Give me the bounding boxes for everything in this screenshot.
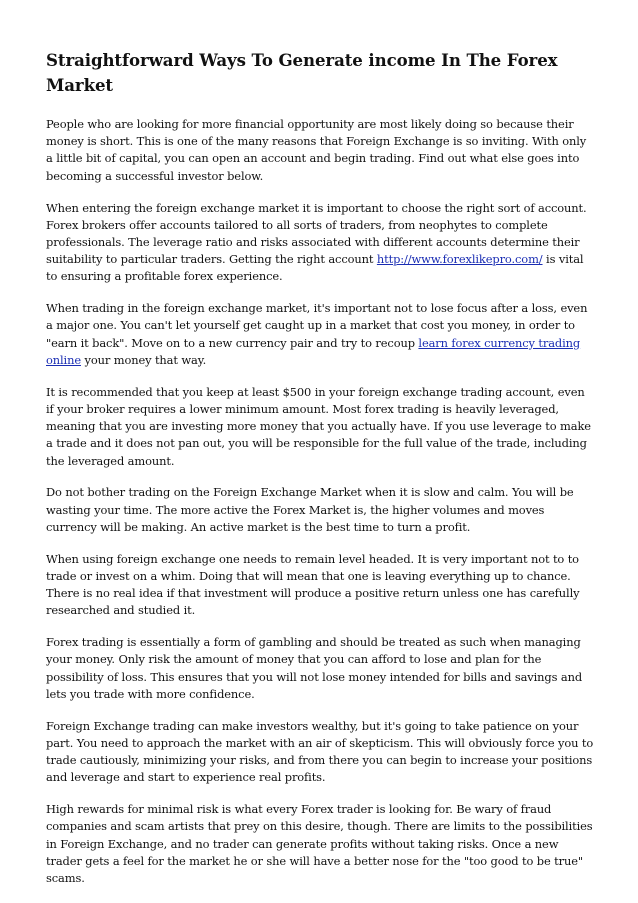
- paragraph-text: Do not bother trading on the Foreign Exchange Market when it is slow and calm. You will be wasting your time. The more active the Forex Market is, the higher volumes and moves currency will be making. An active market is the best time to turn a profit.: [46, 485, 574, 534]
- paragraph-text: When trading in the foreign exchange market, it's important not to lose focus after a loss, even a major one. You can't let yourself get caught up in a market that cost you money, in order to "earn it back". Move on to a new currency pair and try to recoup: [46, 301, 588, 350]
- paragraph: [46, 200, 594, 286]
- paragraph-text: your money that way.: [80, 352, 207, 367]
- paragraph-text: High rewards for minimal risk is what every Forex trader is looking for. Be wary of fraud companies and scam artists that prey on this desire, though. There are limits to the possibilities in Foreign Exchange, and no trader can generate profits without taking risks. Once a new trader gets a feel for the market he or she will have a better nose for the "too good to be true" scams.: [46, 802, 593, 886]
- paragraph: [46, 384, 594, 470]
- paragraph: [46, 801, 594, 887]
- paragraph: [46, 551, 594, 620]
- paragraph-text: is vital to ensuring a profitable forex experience.: [46, 252, 584, 284]
- document-body: [46, 116, 594, 887]
- paragraph: [46, 300, 594, 369]
- paragraph-text: Forex trading is essentially a form of gambling and should be treated as such when managing your money. Only risk the amount of money that you can afford to lose and plan for the possibility of loss. This ensures that you will not lose money intended for bills and savings and lets you trade with more confidence.: [46, 635, 583, 701]
- paragraph-text: People who are looking for more financial opportunity are most likely doing so because their money is short. This is one of the many reasons that Foreign Exchange is so inviting. With only a little bit of capital, you can open an account and begin trading. Find out what else goes into becoming a successful investor below.: [46, 117, 587, 183]
- inline-link[interactable]: learn forex currency trading online: [46, 335, 581, 367]
- page-title: Straightforward Ways To Generate income In The Forex Market: [46, 50, 558, 95]
- paragraph: [46, 116, 594, 185]
- paragraph-text: When using foreign exchange one needs to remain level headed. It is very important not to to trade or invest on a whim. Doing that will mean that one is leaving everything up to chance. There is no real idea if that investment will produce a positive return unless one has carefully researched and studied it.: [46, 551, 580, 618]
- paragraph-text: It is recommended that you keep at least $500 in your foreign exchange trading account, even if your broker requires a lower minimum amount. Most forex trading is heavily leveraged, meaning that you are investing more money that you actually have. If you use leverage to make a trade and it does not pan out, you will be responsible for the full value of the trade, including the leveraged amount.: [46, 384, 591, 468]
- document-page: [46, 48, 594, 902]
- paragraph-text: Foreign Exchange trading can make investors wealthy, but it's going to take patience on your part. You need to approach the market with an air of skepticism. This will obviously force you to trade cautiously, minimizing your risks, and from there you can begin to increase your positions and leverage and start to experience real profits.: [46, 718, 594, 785]
- paragraph: [46, 484, 594, 536]
- paragraph-text: When entering the foreign exchange market it is important to choose the right sort of account. Forex brokers offer accounts tailored to all sorts of traders, from neophytes to complete professionals. The leverage ratio and risks associated with different accounts determine their suitability to particular traders. Getting the right account: [46, 200, 587, 267]
- inline-link[interactable]: http://www.forexlikepro.com/: [376, 252, 543, 267]
- paragraph: [46, 718, 594, 787]
- paragraph: [46, 634, 594, 703]
